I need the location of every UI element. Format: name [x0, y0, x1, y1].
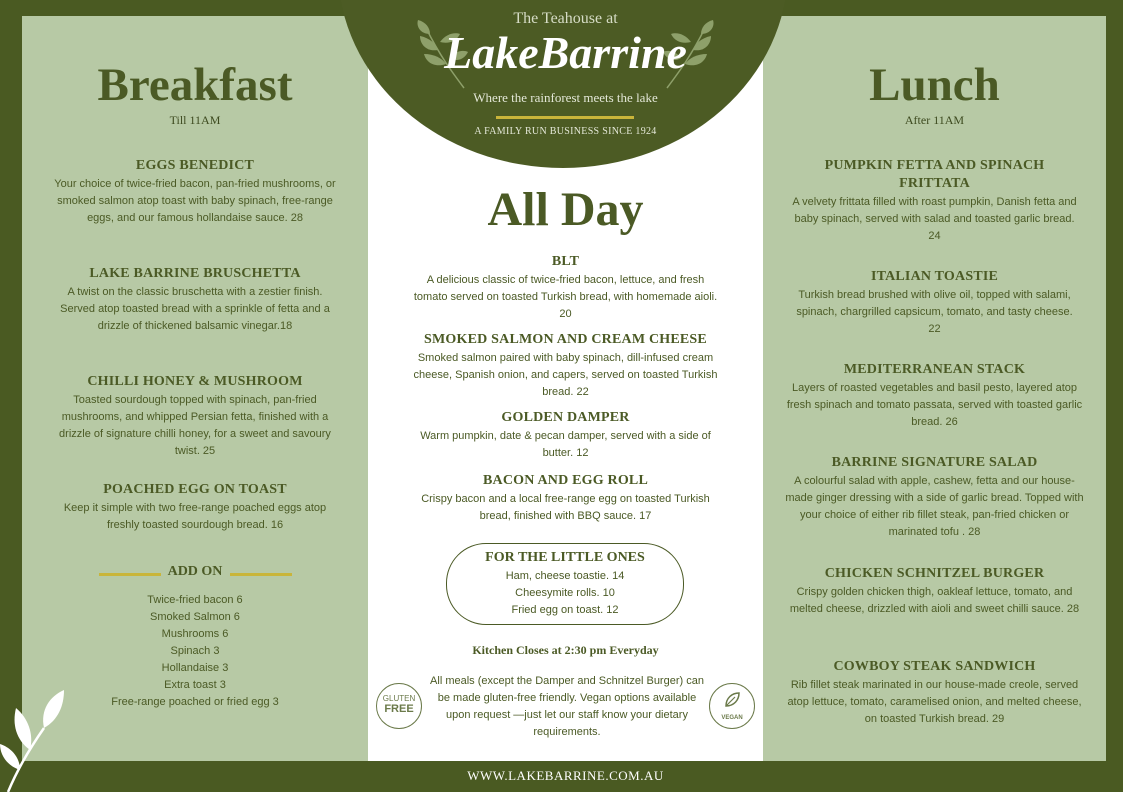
- item-name: CHILLI HONEY & MUSHROOM: [87, 374, 303, 389]
- list-item: Free-range poached or fried egg 3: [111, 696, 279, 708]
- breakfast-subtitle: Till 11AM: [169, 113, 221, 127]
- item-description: Rib fillet steak marinated in our house-made creole, served atop lettuce, tomato, caramelised onion, and melted cheese, on toasted Turkish bread. 29: [787, 679, 1082, 725]
- list-item: Twice-fried bacon 6: [147, 594, 243, 606]
- logo: LakeBarrine: [444, 27, 687, 78]
- website-link[interactable]: WWW.LAKEBARRINE.COM.AU: [467, 768, 664, 783]
- addon-heading: [22, 564, 368, 584]
- tagline: Where the rainforest meets the lake: [473, 90, 658, 105]
- leaf-icon: [722, 690, 742, 710]
- breakfast-panel: [22, 16, 368, 761]
- item-name: ITALIAN TOASTIE: [870, 269, 999, 284]
- menu-item: [22, 157, 368, 227]
- leaf-icon: [0, 688, 70, 792]
- item-name: POACHED EGG ON TOAST: [103, 482, 287, 497]
- since-text: A FAMILY RUN BUSINESS SINCE 1924: [474, 126, 657, 137]
- item-description: A twist on the classic bruschetta with a zestier finish. Served atop toasted bread with a sprinkle of fetta and a drizzle of thickened balsamic vinegar.18: [60, 286, 330, 332]
- item-description: A colourful salad with apple, cashew, fetta and our house-made ginger dressing with a side of garlic bread. Topped with your choice of either rib fillet steak, pan-fried chicken or marinated tofu . 28: [785, 475, 1084, 538]
- item-name: MEDITERRANEAN STACK: [843, 362, 1026, 377]
- item-description: Layers of roasted vegetables and basil pesto, layered atop fresh spinach and tomato passata, served with toasted garlic bread. 26: [786, 382, 1083, 428]
- list-item: Cheesymite rolls. 10: [515, 587, 615, 599]
- menu-item: [763, 157, 1106, 245]
- item-description: Your choice of twice-fried bacon, pan-fried mushrooms, or smoked salmon atop toast with baby spinach, free-range eggs, and our famous hollandaise sauce. 28: [54, 178, 336, 224]
- list-item: Mushrooms 6: [161, 628, 229, 640]
- divider: [496, 116, 634, 119]
- menu-item: [22, 265, 368, 335]
- breakfast-title: Breakfast: [97, 59, 293, 111]
- item-description: Keep it simple with two free-range poached eggs atop freshly toasted sourdough bread. 16: [63, 502, 327, 531]
- menu-item: [22, 373, 368, 460]
- menu-item: [763, 268, 1106, 338]
- menu-item: [763, 454, 1106, 541]
- item-name: PUMPKIN FETTA AND SPINACH FRITTATA: [824, 158, 1045, 191]
- item-name: BLT: [551, 254, 580, 269]
- menu-item: [22, 481, 368, 534]
- item-description: Crispy golden chicken thigh, oakleaf lettuce, tomato, and melted cheese, drizzled with aioli and sweet chilli sauce. 28: [789, 586, 1080, 615]
- item-name: GOLDEN DAMPER: [501, 410, 630, 425]
- list-item: Hollandaise 3: [161, 662, 229, 674]
- addon-title: ADD ON: [167, 564, 223, 579]
- lunch-subtitle: After 11AM: [904, 113, 965, 127]
- dietary-notice: All meals (except the Damper and Schnitzel Burger) can be made gluten-free friendly. Vegan options available upon request —just let our staff know your dietary requirements.: [430, 675, 704, 738]
- pre-title: The Teahouse at: [513, 10, 618, 27]
- item-description: Smoked salmon paired with baby spinach, dill-infused cream cheese, Spanish onion, and capers, served on toasted Turkish bread. 22: [413, 352, 718, 398]
- little-ones-title: FOR THE LITTLE ONES: [485, 550, 645, 565]
- menu-item: [763, 361, 1106, 431]
- list-item: Fried egg on toast. 12: [511, 604, 619, 616]
- item-name: SMOKED SALMON AND CREAM CHEESE: [424, 332, 707, 347]
- item-name: LAKE BARRINE BRUSCHETTA: [89, 266, 301, 281]
- list-item: Ham, cheese toastie. 14: [505, 570, 625, 582]
- menu-item: [368, 331, 763, 401]
- allday-title: All Day: [487, 183, 644, 236]
- divider: [230, 573, 292, 576]
- item-description: Crispy bacon and a local free-range egg on toasted Turkish bread, finished with BBQ sauce. 17: [421, 493, 710, 522]
- kitchen-hours: Kitchen Closes at 2:30 pm Everyday: [472, 643, 659, 657]
- item-name: COWBOY STEAK SANDWICH: [833, 659, 1036, 674]
- item-description: Turkish bread brushed with olive oil, topped with salami, spinach, chargrilled capsicum, tomato, and tasty cheese. 22: [796, 289, 1073, 335]
- item-description: Warm pumpkin, date & pecan damper, served with a side of butter. 12: [420, 430, 711, 459]
- list-item: Spinach 3: [170, 645, 220, 657]
- item-description: Toasted sourdough topped with spinach, pan-fried mushrooms, and whipped Persian fetta, finished with a drizzle of signature chilli honey, for a sweet and savoury twist. 25: [59, 394, 331, 457]
- item-name: BACON AND EGG ROLL: [482, 473, 648, 488]
- lunch-title: Lunch: [869, 59, 1000, 111]
- little-ones-box: [446, 543, 684, 625]
- item-description: A delicious classic of twice-fried bacon, lettuce, and fresh tomato served on toasted Turkish bread, with homemade aioli. 20: [413, 274, 718, 320]
- item-name: CHICKEN SCHNITZEL BURGER: [824, 566, 1045, 581]
- menu-item: [368, 409, 763, 462]
- addon-list: [22, 592, 368, 711]
- menu-item: [368, 472, 763, 525]
- item-name: BARRINE SIGNATURE SALAD: [831, 455, 1038, 470]
- header-logo: [368, 0, 763, 160]
- menu-item: [763, 658, 1106, 728]
- list-item: Extra toast 3: [164, 679, 226, 691]
- item-description: A velvety frittata filled with roast pumpkin, Danish fetta and baby spinach, served with salad and toasted garlic bread. 24: [792, 196, 1077, 242]
- list-item: Smoked Salmon 6: [150, 611, 240, 623]
- lunch-panel: [763, 16, 1106, 761]
- gluten-free-icon: GLUTEN FREE: [376, 683, 422, 729]
- menu-item: [368, 253, 763, 323]
- item-name: EGGS BENEDICT: [135, 158, 255, 173]
- vegan-icon: VEGAN: [709, 683, 755, 729]
- menu-item: [763, 565, 1106, 618]
